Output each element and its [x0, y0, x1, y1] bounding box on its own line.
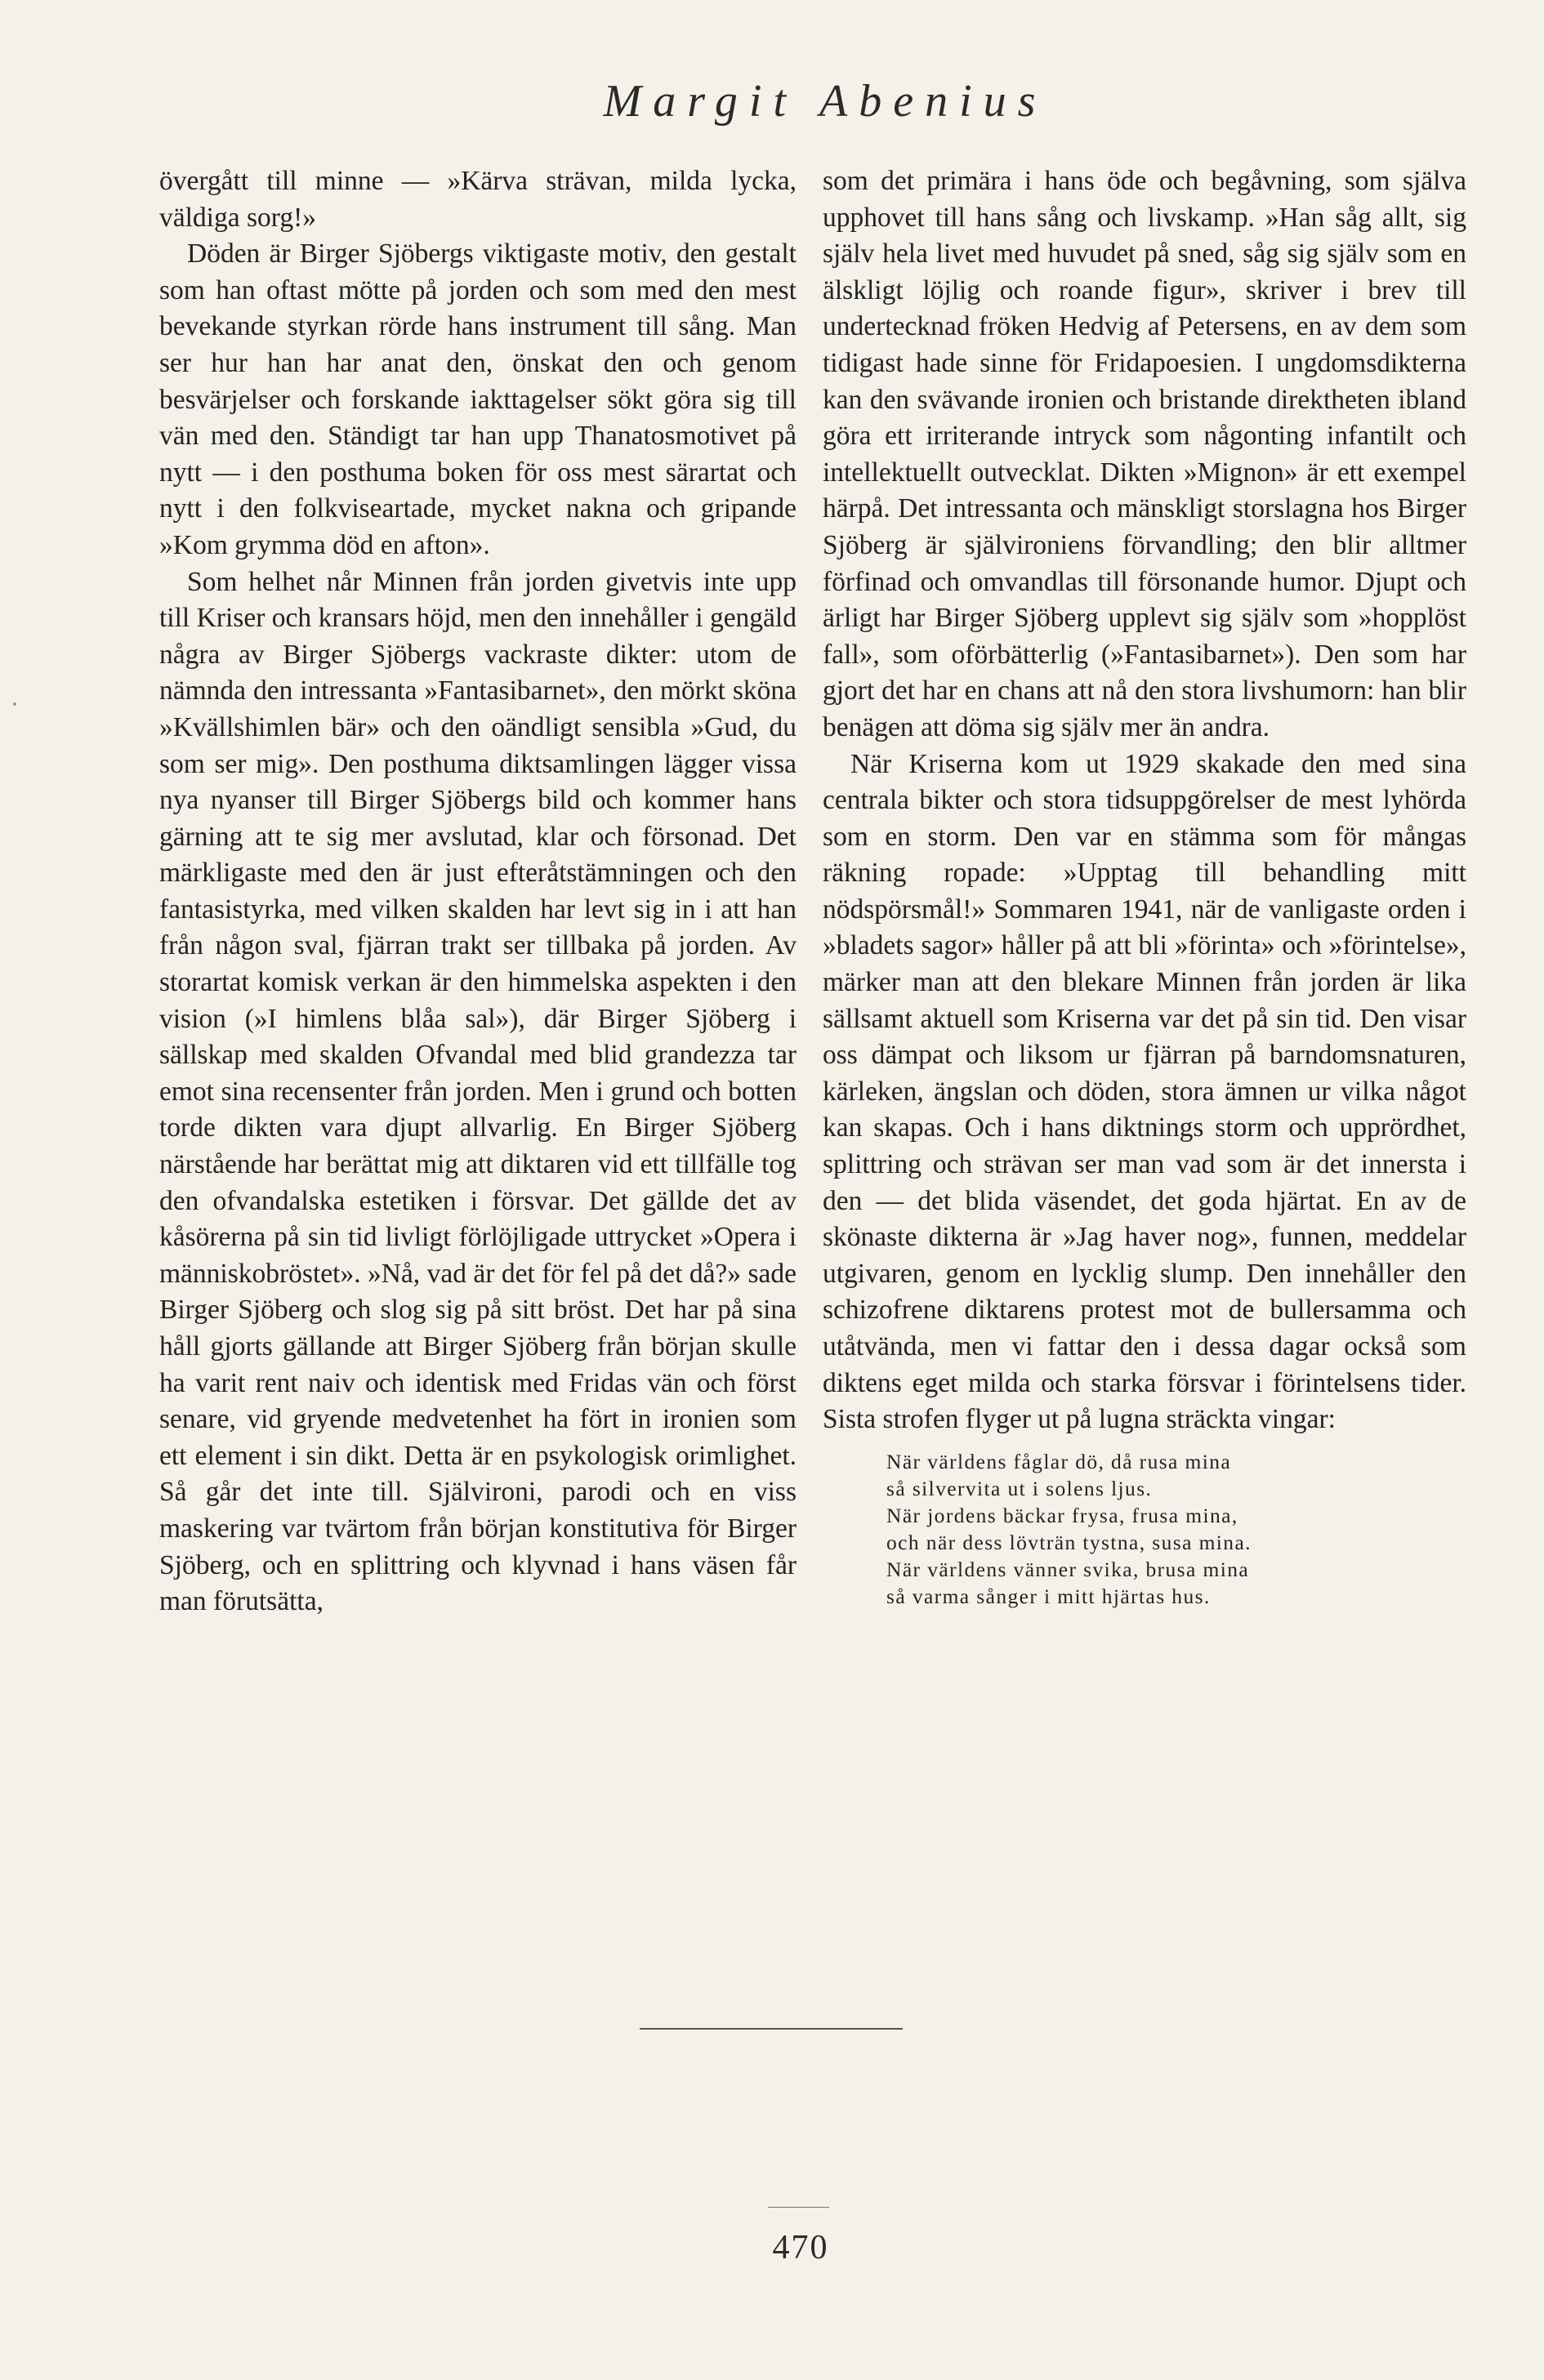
poem-line: så varma sånger i mitt hjärtas hus.: [886, 1584, 1211, 1608]
paragraph: Döden är Birger Sjöbergs viktigaste motiv, den gestalt som han oftast mötte på jorden och som med den mest bevekande styrkan rörde hans instrument till sång. Man ser hur han har anat den, önskat den och genom besvärjelser och forskande iakttagelser sökt göra sig till vän med den. Ständigt tar han upp Thanatosmotivet på nytt — i den posthuma boken för oss mest särartat och nytt i den folkviseartade, mycket nakna och gripande »Kom grymma död en afton».: [159, 238, 797, 560]
paragraph: som det primära i hans öde och begåvning, som själva upphovet till hans sång och livskamp. »Han såg allt, sig själv hela livet med huvudet på sned, såg sig själv som en älskligt löjlig och roande figur», skriver i brev till undertecknad fröken Hedvig af Petersens, en av dem som tidigast hade sinne för Fridapoesien. I ungdomsdikterna kan den svävande ironien och bristande direktheten ibland göra ett irriterande intryck som någonting infantilt och intellektuellt outvecklat. Dikten »Mignon» är ett exempel härpå. Det intressanta och mänskligt storslagna hos Birger Sjöberg är självironiens förvandling; den blir alltmer förfinad och omvandlas till försonande humor. Djupt och ärligt har Birger Sjöberg upplevt sig själv som »hopplöst fall», som oförbätterlig (»Fantasibarnet»). Den som har gjort det har en chans att nå den stora livshumorn: han blir benägen att döma sig själv mer än andra.: [823, 166, 1466, 742]
right-text-column: [823, 163, 1466, 1610]
poem-line: När världens fåglar dö, då rusa mina: [886, 1449, 1232, 1473]
paragraph: Som helhet når Minnen från jorden givetvis inte upp till Kriser och kransars höjd, men den innehåller i gengäld några av Birger Sjöbergs vackraste dikter: utom de nämnda den intressanta »Fantasibarnet», den mörkt sköna »Kvällshimlen bär» och den oändligt sensibla »Gud, du som ser mig». Den posthuma diktsamlingen lägger vissa nya nyanser till Birger Sjöbergs bild och kommer hans gärning att te sig mer avslutad, klar och försonad. Det märkligaste med den är just efteråtstämningen och den fantasistyrka, med vilken skalden har levt sig in i att han från någon sval, fjärran trakt ser tillbaka på jorden. Av storartat komisk verkan är den himmelska aspekten i den vision (»I himlens blåa sal»), där Birger Sjöberg i sällskap med skalden Ofvandal med blid grandezza tar emot sina recensenter från jorden. Men i grund och botten torde dikten vara djupt allvarlig. En Birger Sjöberg närstående har berättat mig att diktaren vid ett tillfälle tog den ofvandalska estetiken i försvar. Det gällde det av kåsörerna på sin tid livligt förlöjligade uttrycket »Opera i människobröstet». »Nå, vad är det för fel på det då?» sade Birger Sjöberg och slog sig på sitt bröst. Det har på sina håll gjorts gällande att Birger Sjöberg från början skulle ha varit rent naiv och identisk med Fridas vän och först senare, vid gryende medvetenhet ha fört in ironien som ett element i sin dikt. Detta är en psykologisk orimlighet. Så går det inte till. Självironi, parodi och en viss maskering var tvärtom från början konstitutiva för Birger Sjöberg, och en splittring och klyvnad i hans väsen får man förutsätta,: [159, 566, 797, 1617]
poem-line: så silvervita ut i solens ljus.: [886, 1476, 1153, 1500]
margin-speck: [13, 702, 16, 706]
poem-line: När världens vänner svika, brusa mina: [886, 1557, 1250, 1581]
poem-stanza: [886, 1448, 1466, 1610]
poem-line: och när dess lövträn tystna, susa mina.: [886, 1530, 1252, 1554]
section-divider: [640, 2028, 903, 2030]
left-text-column: [159, 163, 797, 1620]
paragraph: övergått till minne — »Kärva strävan, milda lycka, väldiga sorg!»: [159, 166, 797, 233]
folio-rule: [768, 2207, 829, 2208]
page-number: 470: [772, 2229, 829, 2266]
poem-line: När jordens bäckar frysa, frusa mina,: [886, 1503, 1238, 1527]
paragraph: När Kriserna kom ut 1929 skakade den med sina centrala bikter och stora tidsuppgörelser de mest lyhörda som en storm. Den var en stämma som för mångas räkning ropade: »Upptag till behandling mitt nödspörsmål!» Sommaren 1941, när de vanligaste orden i »bladets sagor» håller på att bli »förinta» och »förintelse», märker man att den blekare Minnen från jorden är lika sällsamt aktuell som Kriserna var det på sin tid. Den visar oss dämpat och liksom ur fjärran på barndomsnaturen, kärleken, ängslan och döden, stora ämnen ur vilka något kan skapas. Och i hans diktnings storm och upprördhet, splittring och strävan ser man vad som är det innersta i den — det blida väsendet, det goda hjärtat. En av de skönaste dikterna är »Jag haver nog», funnen, meddelar utgivaren, genom en lycklig slump. Den innehåller den schizofrene diktarens protest mot de bullersamma och utåtvända, men vi fattar den i dessa dagar också som diktens eget milda och starka försvar i förintelsens tider. Sista strofen flyger ut på lugna sträckta vingar:: [823, 748, 1466, 1435]
running-head-author: Margit Abenius: [603, 76, 1047, 127]
